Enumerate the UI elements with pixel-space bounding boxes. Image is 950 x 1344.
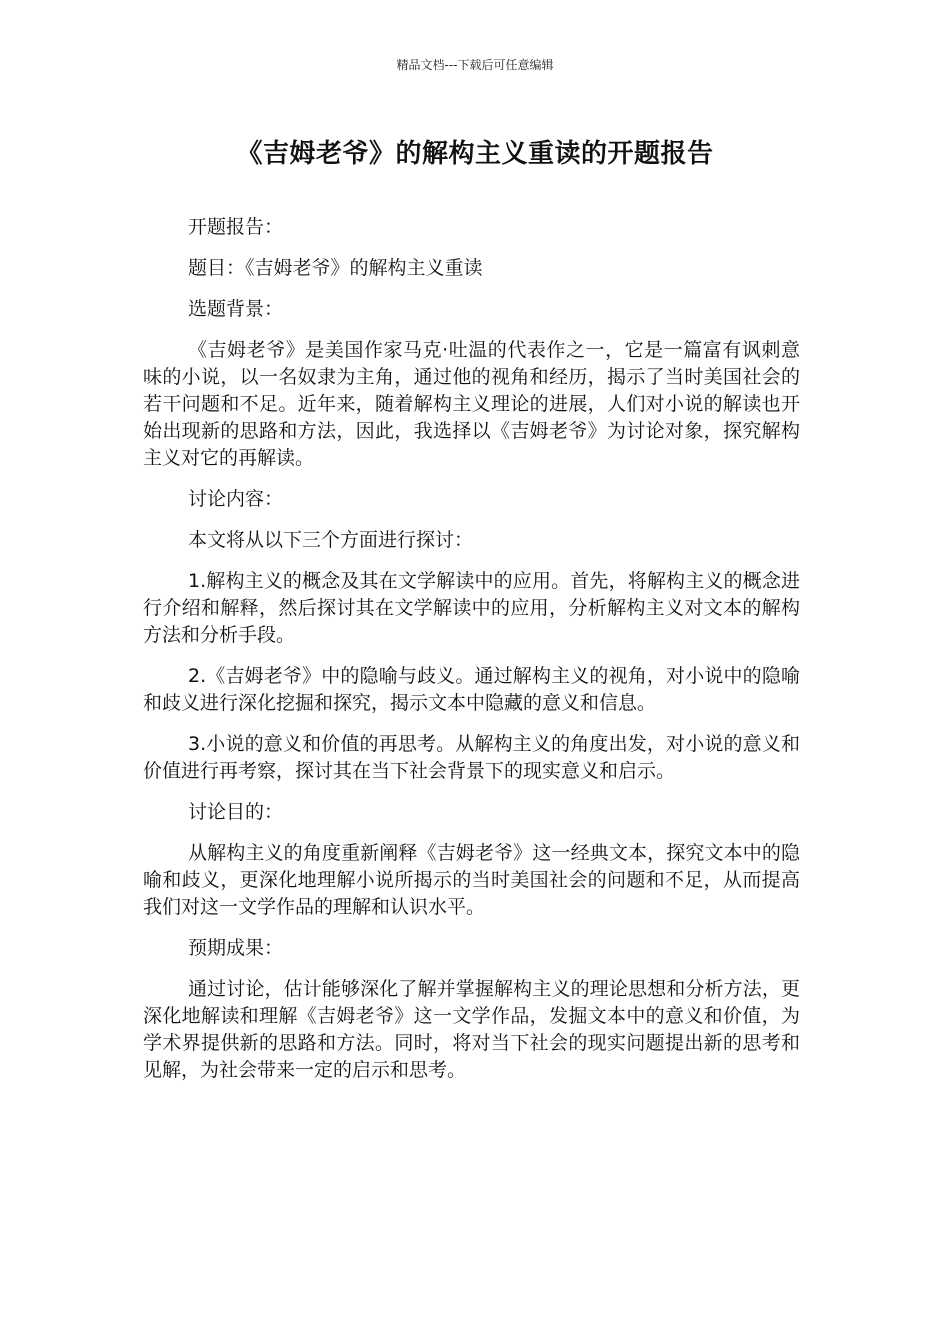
page-header-watermark: 精品文档---下载后可任意编辑 — [396, 58, 554, 72]
document-body — [143, 214, 800, 1098]
content-intro-paragraph: 本文将从以下三个方面进行探讨： — [188, 529, 474, 551]
content-item-1: 1.解构主义的概念及其在文学解读中的应用。首先，将解构主义的概念进行介绍和解释，然后探讨其在文学解读中的应用，分析解构主义对文本的解构方法和分析手段。 — [143, 570, 800, 646]
outcomes-paragraph: 通过讨论，估计能够深化了解并掌握解构主义的理论思想和分析方法，更深化地解读和理解《吉姆老爷》这一文学作品，发掘文本中的意义和价值，为学术界提供新的思路和方法。同时，将对当下社会的现实问题提出新的思考和见解，为社会带来一定的启示和思考。 — [143, 978, 800, 1081]
section-label-purpose: 讨论目的： — [188, 801, 284, 823]
content-item-2: 2.《吉姆老爷》中的隐喻与歧义。通过解构主义的视角，对小说中的隐喻和歧义进行深化挖掘和探究，揭示文本中隐藏的意义和信息。 — [143, 665, 800, 714]
topic-line: 题目：《吉姆老爷》的解构主义重读 — [188, 257, 483, 279]
content-item-3: 3.小说的意义和价值的再思考。从解构主义的角度出发，对小说的意义和价值进行再考察，探讨其在当下社会背景下的现实意义和启示。 — [143, 733, 800, 782]
purpose-paragraph: 从解构主义的角度重新阐释《吉姆老爷》这一经典文本，探究文本中的隐喻和歧义，更深化地理解小说所揭示的当时美国社会的问题和不足，从而提高我们对这一文学作品的理解和认识水平。 — [143, 842, 800, 918]
section-label-content: 讨论内容： — [188, 488, 284, 510]
background-paragraph: 《吉姆老爷》是美国作家马克·吐温的代表作之一，它是一篇富有讽刺意味的小说，以一名奴隶为主角，通过他的视角和经历，揭示了当时美国社会的若干问题和不足。近年来，随着解构主义理论的进展，人们对小说的解读也开始出现新的思路和方法，因此，我选择以《吉姆老爷》为讨论对象，探究解构主义对它的再解读。 — [143, 339, 800, 469]
section-label-background: 选题背景： — [188, 298, 284, 320]
section-label-outcomes: 预期成果： — [188, 937, 284, 959]
section-label-report: 开题报告： — [188, 216, 284, 238]
document-title: 《吉姆老爷》的解构主义重读的开题报告 — [236, 139, 714, 169]
